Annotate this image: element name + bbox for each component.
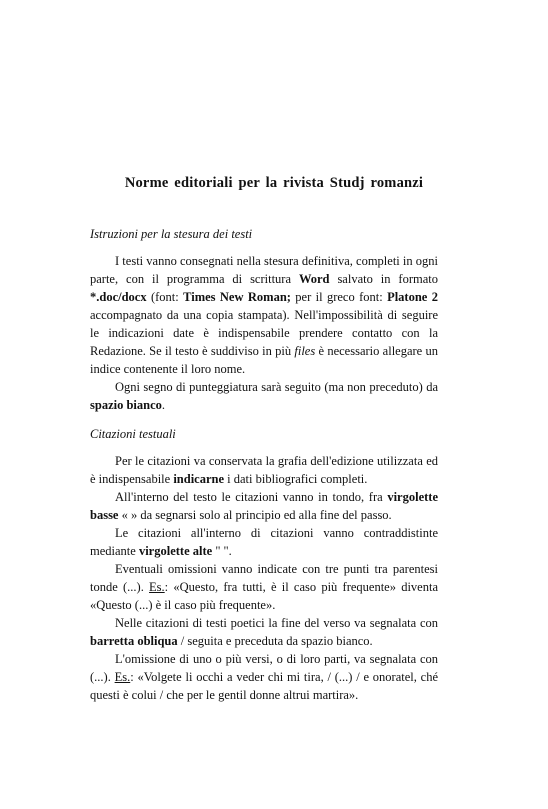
section-body bbox=[90, 452, 438, 704]
text-run: All'interno del testo le citazioni vanno in tondo, fra bbox=[115, 490, 388, 504]
text-run: accompagnato da una copia stampata). Nell'impossibilità di seguire le indicazioni date è indispensabile prendere contatto con la Redazione. Se il testo è suddiviso in più bbox=[90, 308, 438, 358]
styled-text-run: virgolette alte bbox=[138, 544, 213, 558]
text-run: . bbox=[161, 398, 166, 412]
text-run: : «Questo, fra tutti, è il caso più frequente» diventa «Questo (...) è il caso più frequente». bbox=[90, 580, 438, 612]
styled-text-run: Word bbox=[298, 272, 330, 286]
text-run: per il greco font: bbox=[290, 290, 388, 304]
text-run: Nelle citazioni di testi poetici la fine del verso va segnalata con bbox=[115, 616, 438, 630]
section-heading: Istruzioni per la stesura dei testi bbox=[90, 227, 253, 241]
text-run: Per le citazioni va conservata la grafia dell'edizione utilizzata ed è indispensabile bbox=[90, 454, 438, 486]
section-heading: Citazioni testuali bbox=[90, 427, 176, 441]
styled-text-run: *.doc/docx bbox=[90, 290, 147, 304]
text-run: Ogni segno di punteggiatura sarà seguito (ma non preceduto) da bbox=[115, 380, 438, 394]
text-run: I testi vanno consegnati nella stesura definitiva, completi in ogni parte, con il programma di scrittura bbox=[90, 254, 438, 286]
document-title: Norme editoriali per la rivista Studj romanzi bbox=[124, 175, 424, 191]
paragraph bbox=[90, 650, 438, 704]
text-run: : «Volgete li occhi a veder chi mi tira, / (...) / e onoratel, ché questi è colui / che per le gentil donne altrui martira». bbox=[90, 670, 438, 702]
text-run: / seguita e preceduta da spazio bianco. bbox=[177, 634, 373, 648]
styled-text-run: files bbox=[294, 344, 316, 358]
text-run: è necessario allegare un indice contenente il loro nome. bbox=[90, 344, 439, 376]
section-body bbox=[90, 252, 438, 414]
text-run: Le citazioni all'interno di citazioni vanno contraddistinte mediante bbox=[90, 526, 438, 558]
styled-text-run: Es. bbox=[114, 670, 131, 684]
paragraph bbox=[90, 614, 438, 650]
paragraph bbox=[90, 378, 438, 414]
styled-text-run: barretta obliqua bbox=[90, 634, 178, 648]
paragraph bbox=[90, 488, 438, 524]
styled-text-run: spazio bianco bbox=[90, 398, 162, 412]
section-citazioni bbox=[90, 425, 438, 704]
text-run: Eventuali omissioni vanno indicate con tre punti tra parentesi tonde (...). bbox=[90, 562, 438, 594]
text-run: salvato in formato bbox=[329, 272, 438, 286]
text-run: L'omissione di uno o più versi, o di loro parti, va segnalata con (...). bbox=[90, 652, 438, 684]
styled-text-run: Es. bbox=[149, 580, 165, 594]
text-run: « » da segnarsi solo al principio ed alla fine del passo. bbox=[118, 508, 392, 522]
paragraph bbox=[90, 560, 438, 614]
text-run: " ". bbox=[212, 544, 232, 558]
styled-text-run: virgolette basse bbox=[90, 490, 438, 522]
section-istruzioni bbox=[90, 225, 438, 414]
paragraph bbox=[90, 452, 438, 488]
styled-text-run: Platone 2 bbox=[387, 290, 438, 304]
styled-text-run: Times New Roman; bbox=[183, 290, 291, 304]
text-run: i dati bibliografici completi. bbox=[224, 472, 368, 486]
paragraph bbox=[90, 252, 438, 378]
text-run: (font: bbox=[146, 290, 184, 304]
styled-text-run: indicarne bbox=[173, 472, 225, 486]
paragraph bbox=[90, 524, 438, 560]
